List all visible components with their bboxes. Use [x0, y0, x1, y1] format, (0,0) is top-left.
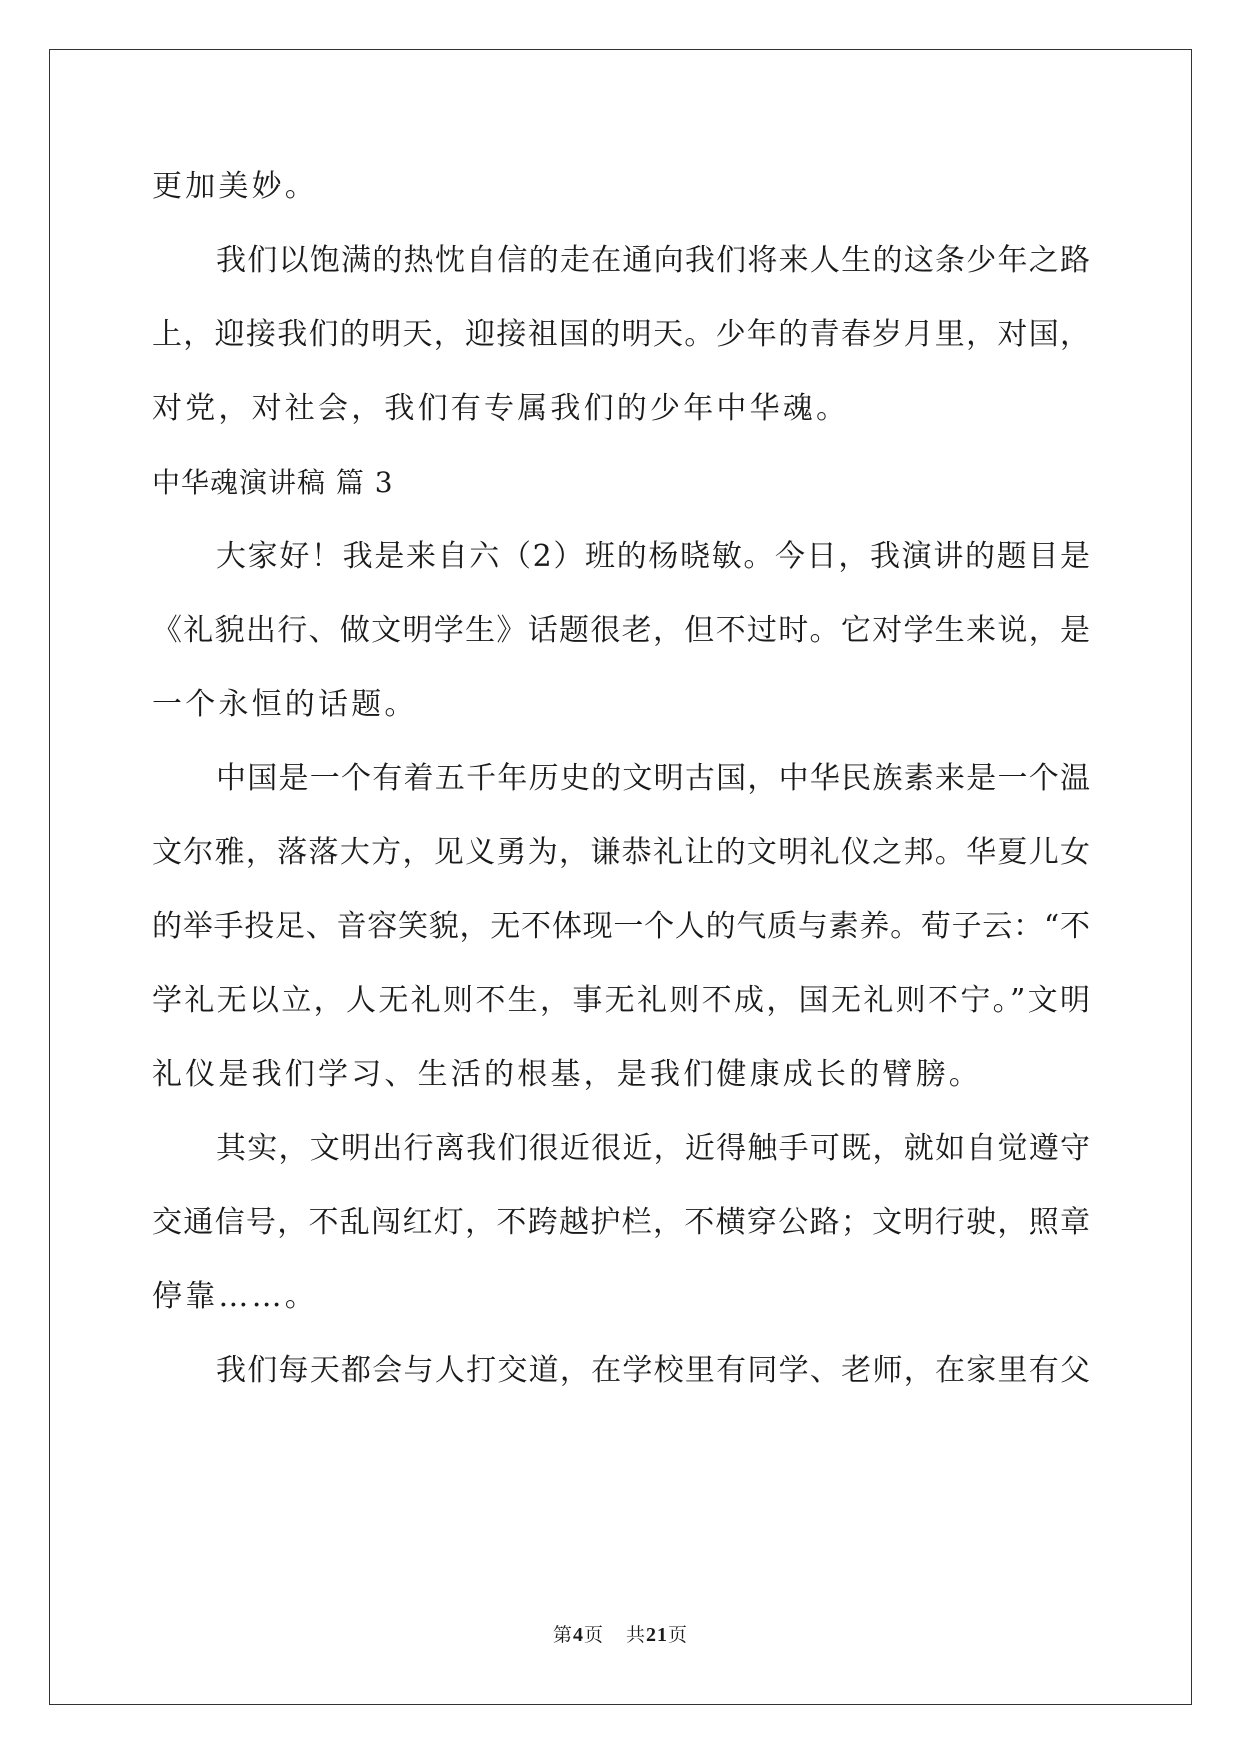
footer-prefix: 第: [552, 1624, 573, 1646]
text-line: 《礼貌出行、做文明学生》话题很老，但不过时。它对学生来说，是: [152, 613, 1090, 648]
footer-page-suffix: 页: [583, 1624, 604, 1646]
text-line: 对党，对社会，我们有专属我们的少年中华魂。: [152, 391, 850, 426]
text-line: 文尔雅，落落大方，见义勇为，谦恭礼让的文明礼仪之邦。华夏儿女: [152, 835, 1090, 870]
text-line: 大家好！我是来自六（2）班的杨晓敏。今日，我演讲的题目是: [216, 539, 1090, 574]
text-line: 交通信号，不乱闯红灯，不跨越护栏，不横穿公路；文明行驶，照章: [152, 1205, 1090, 1240]
text-line: 一个永恒的话题。: [152, 687, 418, 722]
text-line: 停靠……。: [152, 1279, 318, 1314]
text-line: 的举手投足、音容笑貌，无不体现一个人的气质与素养。荀子云：“不: [152, 909, 1090, 944]
footer-total-prefix: 共: [626, 1624, 647, 1646]
text-line: 更加美妙。: [152, 169, 318, 204]
text-line: 我们以饱满的热忱自信的走在通向我们将来人生的这条少年之路: [216, 243, 1090, 278]
document-body: [152, 150, 1090, 1408]
text-line: 礼仪是我们学习、生活的根基，是我们健康成长的臂膀。: [152, 1057, 982, 1092]
footer-total-suffix: 页: [668, 1624, 689, 1646]
total-pages: 21: [646, 1624, 669, 1646]
text-line: 中国是一个有着五千年历史的文明古国，中华民族素来是一个温: [216, 761, 1090, 796]
page-footer: [0, 1623, 1241, 1647]
text-line: 其实，文明出行离我们很近很近，近得触手可既，就如自觉遵守: [216, 1131, 1090, 1166]
text-line: 我们每天都会与人打交道，在学校里有同学、老师，在家里有父: [216, 1353, 1090, 1388]
page-number: 4: [572, 1624, 584, 1646]
text-line: 上，迎接我们的明天，迎接祖国的明天。少年的青春岁月里，对国，: [152, 317, 1090, 352]
section-heading: 中华魂演讲稿 篇 3: [152, 466, 394, 499]
text-line: 学礼无以立，人无礼则不生，事无礼则不成，国无礼则不宁。”文明: [152, 983, 1090, 1018]
